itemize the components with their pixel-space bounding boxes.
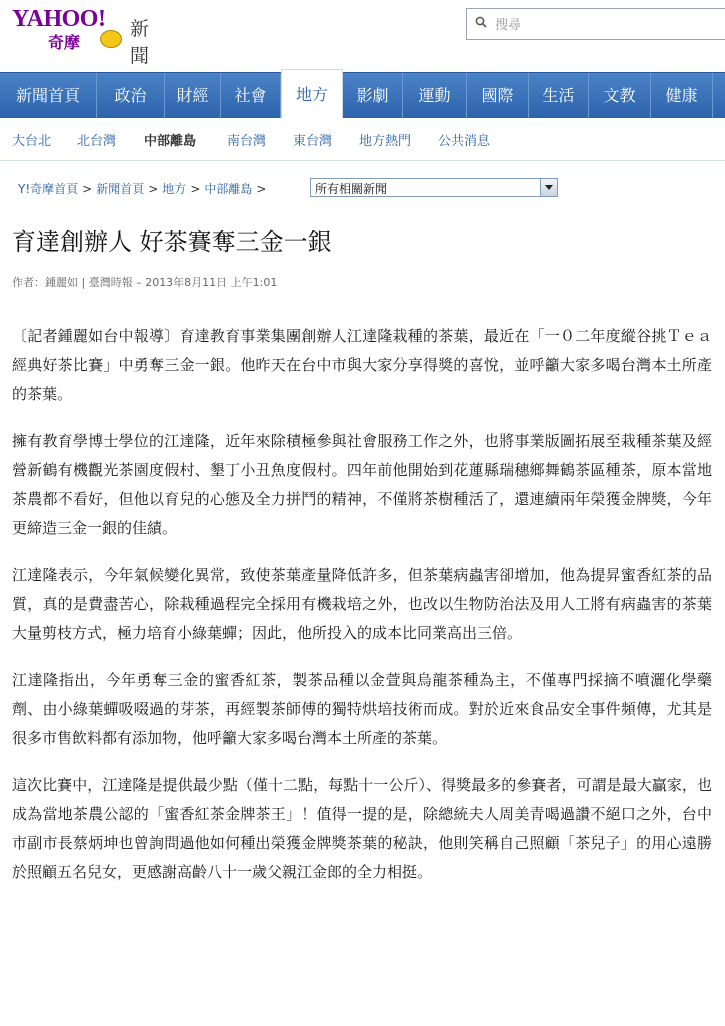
subnav-item-central[interactable]: 中部離島 <box>144 134 197 149</box>
subnav-item-north[interactable]: 北台灣 <box>77 134 117 149</box>
search-box[interactable] <box>466 8 725 40</box>
article-paragraph: 擁有教育學博士學位的江達隆，近年來除積極參與社會服務工作之外，也將事業版圖拓展至栽種茶葉及經營新鶴有機觀光茶園度假村、墾丁小丑魚度假村。四年前他開始到花蓮縣瑞穗鄉舞鶴茶區種茶，原本當地茶農都不看好，但他以育兒的心態及全力拼鬥的精神，不僅將茶樹種活了，還連續兩年榮獲金牌獎，今年更締造三金一銀的佳績。 <box>12 432 712 537</box>
search-icon <box>475 16 487 28</box>
article-paragraph: 江達隆表示，今年氣候變化異常，致使茶葉產量降低許多，但茶葉病蟲害卻增加，他為提昇蜜香紅茶的品質，真的是費盡苦心，除栽種過程完全採用有機栽培之外，也改以生物防治法及用人工將有病蟲害的茶葉大量剪枝方式，極力培育小綠葉蟬；因此，他所投入的成本比同業高出三倍。 <box>12 566 712 642</box>
nav-tab-international[interactable]: 國際 <box>467 73 529 119</box>
nav-tab-sports[interactable]: 運動 <box>403 73 467 119</box>
breadcrumb-home[interactable]: Y!奇摩首頁 <box>18 182 79 196</box>
nav-tab-life[interactable]: 生活 <box>529 73 589 119</box>
breadcrumb-separator: > <box>148 182 159 196</box>
article-title: 育達創辦人 好茶賽奪三金一銀 <box>12 228 332 256</box>
nav-tab-politics[interactable]: 政治 <box>97 73 165 119</box>
article-byline: 作者：鍾麗如 | 臺灣時報 – 2013年8月11日 上午1:01 <box>12 276 278 289</box>
subnav-item-east[interactable]: 東台灣 <box>293 134 333 149</box>
breadcrumb <box>18 180 270 198</box>
sub-nav <box>0 118 725 161</box>
breadcrumb-news[interactable]: 新聞首頁 <box>96 182 145 196</box>
smile-logo-icon <box>100 30 122 48</box>
subnav-item-taipei[interactable]: 大台北 <box>12 134 52 149</box>
search-input[interactable] <box>493 14 725 36</box>
article-paragraph: 江達隆指出，今年勇奪三金的蜜香紅茶，製茶品種以金萱與烏龍茶種為主，不僅專門採摘不噴灑化學藥劑、由小綠葉蟬吸啜過的芽茶，再經製茶師傅的獨特烘培技術而成。對於近來食品安全事件頻傳，尤其是很多市售飲料都有添加物，他呼籲大家多喝台灣本土所產的茶葉。 <box>12 671 712 747</box>
breadcrumb-separator: > <box>190 182 201 196</box>
related-news-dropdown[interactable] <box>310 178 558 197</box>
breadcrumb-local[interactable]: 地方 <box>162 182 187 196</box>
chevron-down-icon[interactable] <box>540 179 557 196</box>
nav-tab-home[interactable]: 新聞首頁 <box>0 73 97 119</box>
breadcrumb-separator: > <box>256 182 267 196</box>
nav-tab-health[interactable]: 健康 <box>651 73 713 119</box>
breadcrumb-separator: > <box>82 182 93 196</box>
nav-tab-finance[interactable]: 財經 <box>165 73 221 119</box>
dropdown-value: 所有相關新聞 <box>315 182 388 196</box>
subnav-item-hot[interactable]: 地方熱門 <box>359 134 412 149</box>
nav-tab-education[interactable]: 文教 <box>589 73 651 119</box>
site-header <box>0 0 725 70</box>
logo-qimo-text: 奇摩 <box>48 33 81 52</box>
subnav-item-notice[interactable]: 公共消息 <box>438 134 491 149</box>
article-body <box>12 322 712 905</box>
yahoo-logo[interactable] <box>12 6 162 67</box>
subnav-item-south[interactable]: 南台灣 <box>227 134 267 149</box>
nav-tab-entertainment[interactable]: 影劇 <box>343 73 403 119</box>
article-paragraph: 這次比賽中，江達隆是提供最少點（僅十二點，每點十一公斤）、得獎最多的參賽者，可謂是最大贏家，也成為當地茶農公認的「蜜香紅茶金牌茶王」！值得一提的是，除總統夫人周美青喝過讚不絕口之外，台中市副市長蔡炳坤也曾詢問過他如何種出榮獲金牌獎茶葉的秘訣，他則笑稱自己照顧「茶兒子」的用心遠勝於照顧五名兒女，更感謝高齡八十一歲父親江金郎的全力相挺。 <box>12 776 712 881</box>
section-title: 新聞 <box>130 18 150 67</box>
nav-tab-local[interactable]: 地方 <box>281 69 343 119</box>
article-paragraph: 〔記者鍾麗如台中報導〕育達教育事業集團創辦人江達隆栽種的茶葉，最近在「一０二年度縱谷挑Ｔｅａ經典好茶比賽」中勇奪三金一銀。他昨天在台中市與大家分享得獎的喜悅，並呼籲大家多喝台灣本土所產的茶葉。 <box>12 327 712 403</box>
nav-tab-society[interactable]: 社會 <box>221 73 281 119</box>
breadcrumb-central[interactable]: 中部離島 <box>204 182 253 196</box>
logo-yahoo-text: YAHOO! <box>12 6 106 32</box>
main-nav <box>0 72 725 119</box>
